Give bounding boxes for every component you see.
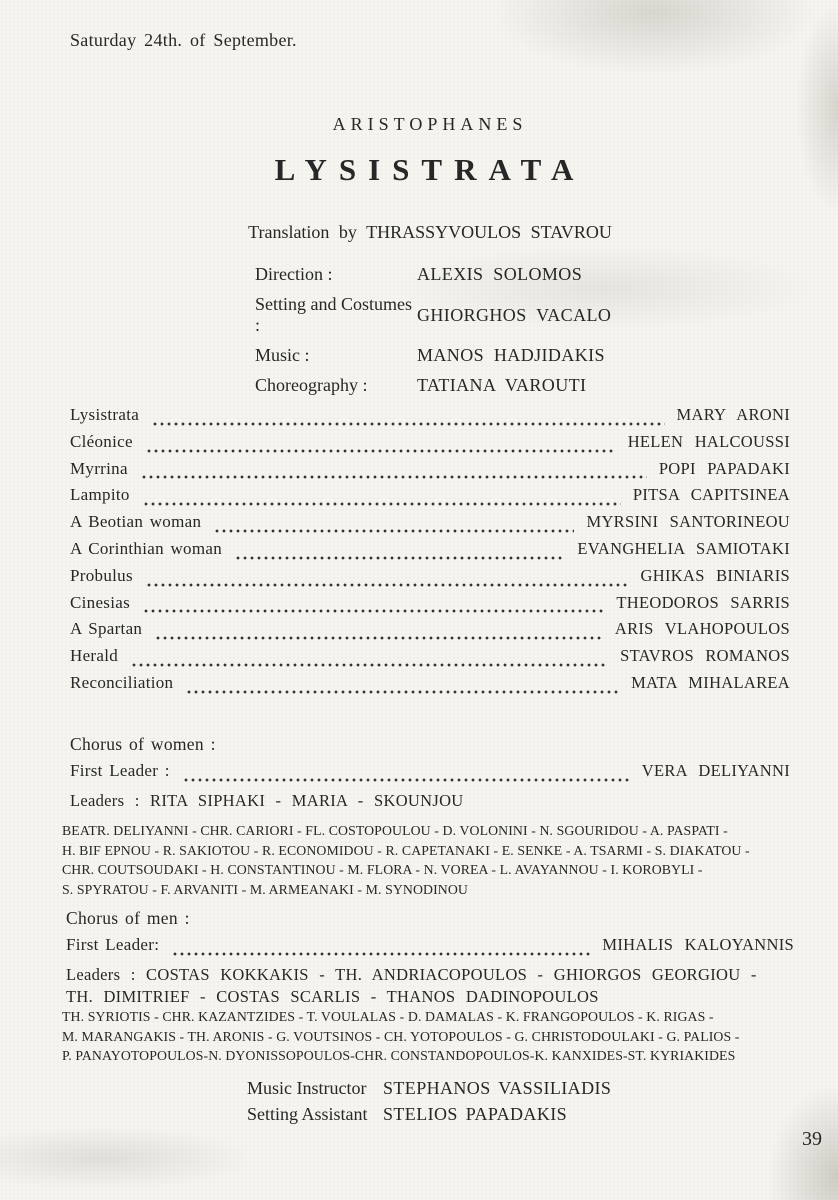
dotted-leader [184,761,630,788]
chorus-men-leaders: Leaders : COSTAS KOKKAKIS - TH. ANDRIACOPOULOS - GHIORGOS GEORGIOU - [66,965,757,984]
cast-role: A Spartan [70,619,143,639]
credit-label: Music : [255,345,310,365]
dotted-leader [142,459,647,486]
cast-row [70,405,790,432]
cast-role: Cinesias [70,592,131,612]
first-leader-row [70,761,790,788]
cast-row [70,459,790,486]
first-leader-label: First Leader : [70,761,170,780]
chorus-men-leaders: TH. DIMITRIEF - COSTAS SCARLIS - THANOS DADINOPOULOS [66,987,599,1006]
members-line: CHR. COUTSOUDAKI - H. CONSTANTINOU - M. FLORA - N. VOREA - L. AVAYANNOU - I. KOROBYLI - [62,862,703,877]
cast-actor: GHIKAS BINIARIS [640,565,790,585]
credit-name: TATIANA VAROUTI [417,375,587,395]
chorus-of-women-section [70,734,790,811]
members-line: H. BIF EPNOU - R. SAKIOTOU - R. ECONOMIDOU - R. CAPETANAKI - E. SENKE - A. TSARMI - S. DIAKATOU - [62,842,750,858]
cast-role: Myrrina [70,458,128,478]
staff-name: STEPHANOS VASSILIADIS [383,1078,612,1098]
credit-name: ALEXIS SOLOMOS [417,264,583,284]
cast-actor: MYRSINI SANTORINEOU [586,512,790,532]
chorus-women-leaders: Leaders : RITA SIPHAKI - MARIA - SKOUNJOU [70,791,464,810]
cast-row [70,619,790,646]
staff-credits [247,1078,611,1125]
cast-actor: HELEN HALCOUSSI [627,431,790,451]
members-line: S. SPYRATOU - F. ARVANITI - M. ARMEANAKI - M. SYNODINOU [62,881,468,897]
cast-actor: THEODOROS SARRIS [616,592,790,612]
staff-label: Setting Assistant [247,1104,368,1124]
dotted-leader [187,673,619,700]
cast-role: Herald [70,646,119,666]
cast-role: Lampito [70,485,130,505]
dotted-leader [153,405,664,432]
members-line: M. MARANGAKIS - TH. ARONIS - G. VOUTSINOS - CH. YOTOPOULOS - G. CHRISTODOULAKI - G. PALIOS - [62,1028,740,1044]
dotted-leader [173,935,590,962]
credit-label: Choreography : [255,375,368,395]
staff-name: STELIOS PAPADAKIS [383,1104,568,1124]
cast-row [70,593,790,620]
dotted-leader [144,485,621,512]
cast-role: Lysistrata [70,405,140,424]
first-leader-name: MIHALIS KALOYANNIS [602,935,794,954]
cast-row [70,566,790,593]
dotted-leader [236,539,565,566]
staff-label: Music Instructor [247,1078,367,1098]
credit-name: MANOS HADJIDAKIS [417,345,605,365]
production-credits [255,264,611,396]
cast-actor: MARY ARONI [676,405,790,424]
cast-actor: EVANGHELIA SAMIOTAKI [577,538,790,558]
cast-row [70,646,790,673]
cast-role: Reconciliation [70,672,174,692]
chorus-of-men-section [66,908,794,1009]
dotted-leader [215,512,574,539]
cast-row [70,673,790,700]
cast-row [70,485,790,512]
cast-actor: ARIS VLAHOPOULOS [614,619,790,639]
dotted-leader [147,432,616,459]
date-line: Saturday 24th. of September. [70,30,297,50]
header [22,114,838,243]
chorus-men-members [62,1007,812,1066]
dotted-leader [156,619,603,646]
translation-credit: Translation by THRASSYVOULOS STAVROU [248,222,612,242]
chorus-women-members [62,821,812,899]
cast-role: Cléonice [70,431,133,451]
cast-row [70,539,790,566]
first-leader-label: First Leader: [66,935,160,954]
members-line: BEATR. DELIYANNI - CHR. CARIORI - FL. COSTOPOULOU - D. VOLONINI - N. SGOURIDOU - A. PASPATI - [62,823,728,838]
first-leader-name: VERA DELIYANNI [641,761,790,780]
author-name: ARISTOPHANES [332,114,528,134]
members-line: TH. SYRIOTIS - CHR. KAZANTZIDES - T. VOULALAS - D. DAMALAS - K. FRANGOPOULOS - K. RIGAS - [62,1009,714,1024]
cast-role: A Corinthian woman [70,538,222,558]
dotted-leader [144,593,604,620]
page-number: 39 [802,1128,822,1150]
cast-row [70,512,790,539]
credit-label: Direction : [255,264,333,284]
chorus-men-heading: Chorus of men : [66,908,190,928]
chorus-women-heading: Chorus of women : [70,734,216,754]
cast-actor: POPI PAPADAKI [658,458,790,478]
credit-label: Setting and Costumes : [255,294,412,335]
cast-list [70,405,790,700]
cast-actor: MATA MIHALAREA [631,672,790,692]
credit-name: GHIORGHOS VACALO [417,304,612,325]
cast-role: Probulus [70,565,133,585]
play-title: LYSISTRATA [274,152,586,187]
cast-actor: STAVROS ROMANOS [620,646,790,666]
cast-row [70,432,790,459]
dotted-leader [147,566,629,593]
first-leader-row [66,935,794,962]
cast-actor: PITSA CAPITSINEA [632,485,790,505]
dotted-leader [132,646,608,673]
cast-role: A Beotian woman [70,512,202,532]
members-line: P. PANAYOTOPOULOS-N. DYONISSOPOULOS-CHR. CONSTANDOPOULOS-K. KANXIDES-ST. KYRIAKIDES [62,1048,736,1063]
